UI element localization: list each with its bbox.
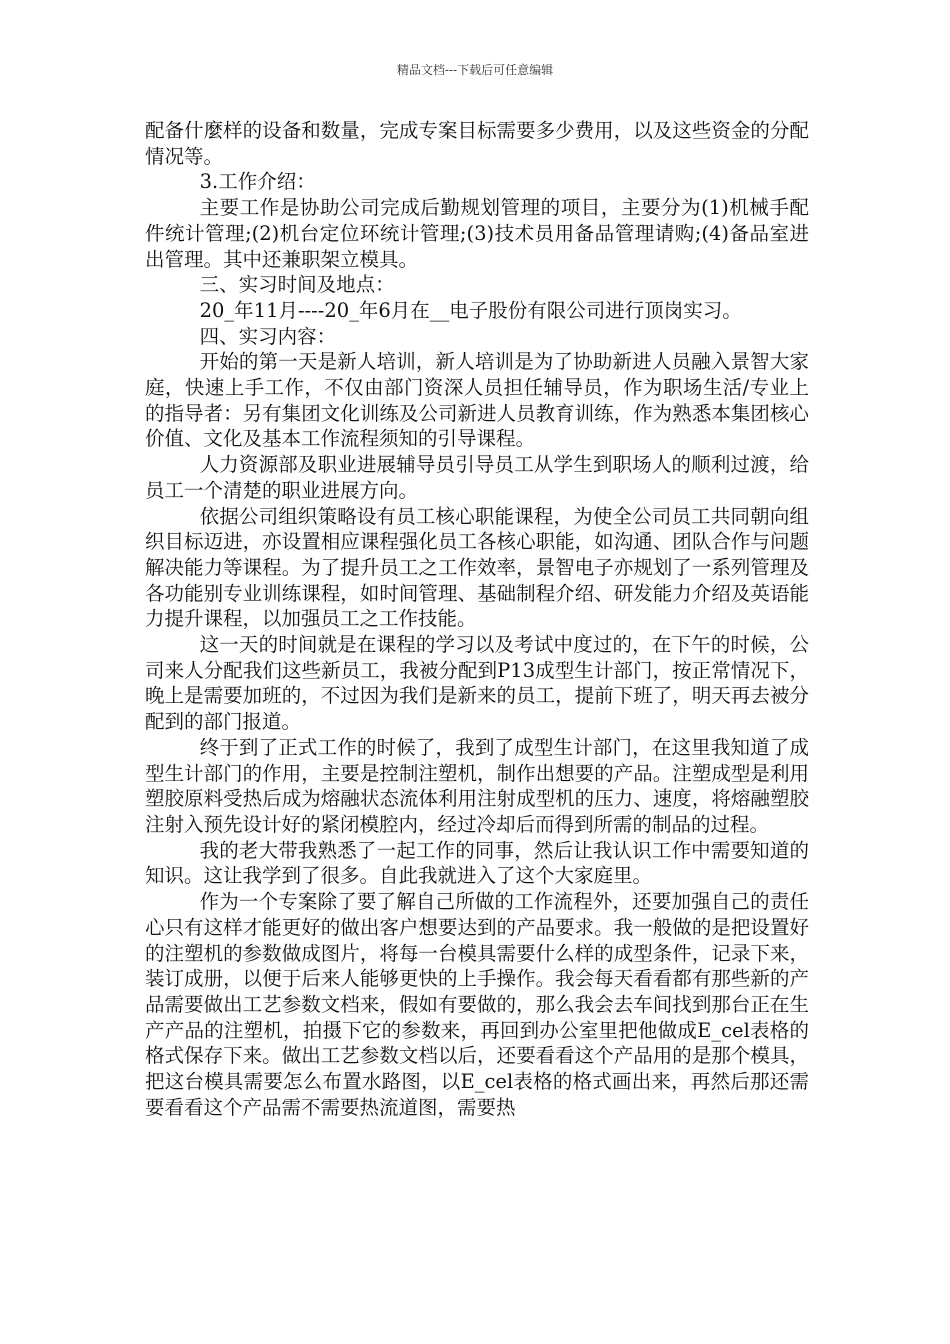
heading-internship-content: 四、实习内容：: [199, 324, 337, 348]
paragraph-first-day-training: 开始的第一天是新人培训，新人培训是为了协助新进人员融入景智大家庭，快速上手工作，不仅由部门资深人员担任辅导员，作为职场生活/专业上的指导者：另有集团文化训练及公司新进人员教育训练，作为熟悉本集团核心价值、文化及基本工作流程须知的引导课程。: [145, 350, 809, 451]
paragraph-equipment-budget: 配备什麼样的设备和数量，完成专案目标需要多少费用，以及这些资金的分配情况等。: [145, 119, 809, 168]
heading-work-intro: 3.工作介绍：: [199, 170, 316, 194]
heading-internship-time-place: 三、实习时间及地点：: [199, 273, 395, 297]
paragraph-assignment: 这一天的时间就是在课程的学习以及考试中度过的，在下午的时候，公司来人分配我们这些新员工，我被分配到P13成型生计部门，按正常情况下，晚上是需要加班的，不过因为我们是新来的员工，提前下班了，明天再去被分配到的部门报道。: [145, 633, 809, 734]
paragraph-core-courses: 依据公司组织策略设有员工核心职能课程，为使全公司员工共同朝向组织目标迈进，亦设置相应课程强化员工各核心职能，如沟通、团队合作与问题解决能力等课程。为了提升员工之工作效率，景智电子亦规划了一系列管理及各功能别专业训练课程，如时间管理、基础制程介绍、研发能力介绍及英语能力提升课程，以加强员工之工作技能。: [145, 504, 809, 631]
paragraph-colleagues: 我的老大带我熟悉了一起工作的同事，然后让我认识工作中需要知道的知识。这让我学到了很多。自此我就进入了这个大家庭里。: [145, 838, 809, 888]
paragraph-main-work: 主要工作是协助公司完成后勤规划管理的项目，主要分为(1)机械手配件统计管理;(2)机台定位环统计管理;(3)技术员用备品管理请购;(4)备品室进出管理。其中还兼职架立模具。: [145, 196, 809, 271]
paragraph-internship-period: 20_年11月----20_年6月在__电子股份有限公司进行顶岗实习。: [199, 298, 742, 322]
page-header: 精品文档---下载后可任意编辑: [396, 63, 554, 77]
paragraph-formal-work: 终于到了正式工作的时候了，我到了成型生计部门，在这里我知道了成型生计部门的作用，主要是控制注塑机，制作出想要的产品。注塑成型是利用塑胶原料受热后成为熔融状态流体利用注射成型机的压力、速度，将熔融塑胶注射入预先设计好的紧闭模腔内，经过冷却后而得到所需的制品的过程。: [145, 735, 809, 836]
paragraph-hr-guidance: 人力资源部及职业进展辅导员引导员工从学生到职场人的顺利过渡，给员工一个清楚的职业进展方向。: [145, 453, 809, 502]
document-body: [145, 118, 809, 1120]
paragraph-project-duties: 作为一个专案除了要了解自己所做的工作流程外，还要加强自己的责任心只有这样才能更好的做出客户想要达到的产品要求。我一般做的是把设置好的注塑机的参数做成图片，将每一台模具需要什么样的成型条件，记录下来，装订成册，以便于后来人能够更快的上手操作。我会每天看看都有那些新的产品需要做出工艺参数文档来，假如有要做的，那么我会去车间找到那台正在生产产品的注塑机，拍摄下它的参数来，再回到办公室里把他做成E_cel表格的格式保存下来。做出工艺参数文档以后，还要看看这个产品用的是那个模具，把这台模具需要怎么布置水路图，以E_cel表格的格式画出来，再然后那还需要看看这个产品需不需要热流道图，需要热: [145, 890, 809, 1119]
